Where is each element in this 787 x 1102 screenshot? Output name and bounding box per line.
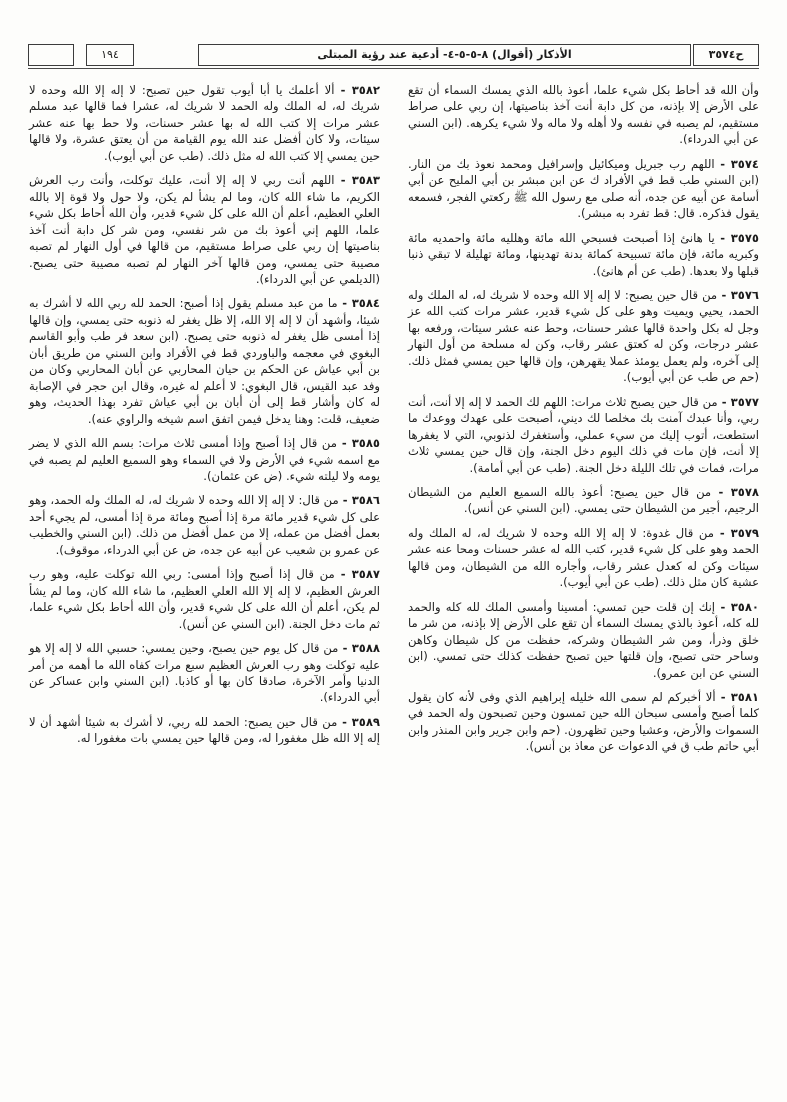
hadith-number: ٣٥٨٤ - (337, 296, 380, 311)
hadith-number: ٣٥٨٣ - (334, 173, 380, 188)
hadith-paragraph (408, 156, 759, 222)
header-chapter-title: الأذكار (أقوال) ٨-٥-٥-٤- أدعية عند رؤية المبتلى (198, 44, 691, 66)
hadith-number: ٣٥٨٨ - (338, 641, 381, 656)
hadith-text: من قال غدوة: لا إله إلا الله وحده لا شريك له، له الملك وله الحمد وهو على كل شيء قدير، كتب الله له عشر حسنات ومحا عنه عشر سيئات وكن له كعدل عشر رقاب، وأجاره الله من الشيطان، ومن قالها عشية كان مثل ذلك. (طب عن أبي أيوب). (408, 525, 759, 590)
hadith-text: من قال: لا إله إلا الله وحده لا شريك له، له الملك وله الحمد، وهو على كل شيء قدير مائة مرة إذا أصبح ومائة مرة إذا أمسى، لم يجيء أحد بعمل أفضل من عمله، إلا من عمل أفضل من ذلك. (ابن السني والخطيب عن عمرو بن شعيب عن أبيه عن جده، ض عن أبي الدرداء، موقوف). (29, 493, 380, 557)
column-left (29, 82, 380, 1082)
hadith-number: ٣٥٨٩ - (337, 714, 380, 729)
hadith-text: وأن الله قد أحاط بكل شيء علما، أعوذ بالله الذي يمسك السماء أن تقع على الأرض إلا بإذنه، من كل دابة أنت آخذ بناصيتها، إن ربي على صراط مستقيم، لم يصبه في نفسه ولا أهله ولا ماله ولا شيء يكرهه. (ابن السني عن أبي الدرداء). (408, 83, 759, 147)
header-hadith-ref: ح٣٥٧٤ (693, 44, 759, 66)
hadith-paragraph (408, 230, 759, 279)
hadith-paragraph (29, 295, 380, 427)
hadith-paragraph (29, 435, 380, 484)
header-gap-small (74, 44, 86, 66)
text-columns (28, 82, 759, 1082)
header-page-number: ١٩٤ (86, 44, 134, 66)
header-empty-cell (28, 44, 74, 66)
hadith-paragraph (29, 566, 380, 632)
hadith-paragraph (29, 492, 380, 558)
hadith-text: من قال إذا أصبح وإذا أمسى ثلاث مرات: بسم الله الذي لا يضر مع اسمه شيء في الأرض ولا في السماء وهو السميع العليم لم يصبه في يومه ولا ليلته شيء. (ض عن عثمان). (29, 436, 380, 483)
hadith-number: ٣٥٨٧ - (334, 567, 380, 582)
hadith-paragraph (408, 484, 759, 517)
hadith-text: من قال حين يصبح: أعوذ بالله السميع العليم من الشيطان الرجيم، أجير من الشيطان حتى يمسي. (ابن السني عن أنس). (408, 484, 759, 516)
hadith-number: ٣٥٧٩ - (713, 525, 759, 540)
hadith-number: ٣٥٨٥ - (336, 436, 381, 451)
hadith-paragraph (29, 714, 380, 747)
hadith-text: من قال حين يصبح ثلاث مرات: اللهم لك الحمد لا إله إلا أنت، أنت ربي، وأنا عبدك آمنت بك مخلصا لك ديني، أصبحت على عهدك ووعدك ما استطعت، أتوب إليك من سيء عملي، وأستغفرك لذنوبي، التي لا يغفرها إلا أنت، فإن مات في ذلك اليوم دخل الجنة، وإن قال حين يمسي ثلاث مرات، فمات في تلك الليلة دخل الجنة. (طب عن أبي أمامة). (408, 394, 759, 475)
hadith-number: ٣٥٨٠ - (715, 599, 759, 614)
hadith-paragraph (408, 599, 759, 681)
running-header (28, 44, 759, 66)
hadith-text: اللهم أنت ربي لا إله إلا أنت، عليك توكلت، وأنت رب العرش الكريم، ما شاء الله كان، وما لم يشأ لم يكن، ولا حول ولا قوة إلا بالله العلي العظيم، أعلم أن الله على كل شيء قدير، وأن الله أحاط بكل شيء علما، اللهم إني أعوذ بك من شر نفسي، ومن شر كل دابة أنت آخذ بناصيتها إن ربي على صراط مستقيم، من قالها في أول النهار لم تصبه مصيبة حتى يمسي، ومن قالها آخر النهار لم تصبه مصيبة حتى يصبح. (الديلمي عن أبي الدرداء). (29, 173, 380, 286)
hadith-paragraph (408, 287, 759, 386)
hadith-number: ٣٥٨٢ - (334, 83, 380, 97)
header-rule (28, 68, 759, 69)
hadith-paragraph (408, 394, 759, 476)
hadith-text: اللهم رب جبريل وميكائيل وإسرافيل ومحمد نعوذ بك من النار. (ابن السني طب قط في الأفراد ك عن ابن مبشر بن أبي المليح عن أبي أسامة عن أبيه عن جده، أنه صلى مع رسول الله ﷺ ركعتي الفجر، فسمعه يقول فذكره. قال: قط تفرد به مبشر). (408, 156, 759, 221)
hadith-text: من قال كل يوم حين يصبح، وحين يمسي: حسبي الله لا إله إلا هو عليه توكلت وهو رب العرش العظيم سبع مرات كفاه الله ما أهمه من أمر الدنيا وأمر الآخرة، صادقا كان بها أو كاذبا. (ابن السني وابن عساكر عن أبي الدرداء). (29, 641, 380, 705)
column-right (408, 82, 759, 1082)
hadith-text: يا هانئ إذا أصبحت فسبحي الله مائة وهلليه مائة واحمديه مائة وكبريه مائة، فإن مائة تسبيحة كمائة بدنة تهدينها، ومائة تهليلة لا تبقي ذنبا قبلها ولا بعدها. (طب عن أم هانئ). (408, 230, 759, 278)
hadith-number: ٣٥٨٦ - (338, 493, 380, 508)
hadith-paragraph (408, 525, 759, 591)
hadith-paragraph (408, 689, 759, 755)
hadith-paragraph (408, 82, 759, 148)
hadith-number: ٣٥٧٨ - (711, 484, 759, 499)
hadith-paragraph (29, 172, 380, 287)
hadith-text: إنك إن قلت حين تمسي: أمسينا وأمسى الملك لله كله والحمد لله كله، أعوذ بالذي يمسك السماء أن تقع على الأرض إلا بإذنه، من شر ما خلق وذرأ، ومن شر الشيطان وشركه، حفظت من كل شيطان وكاهن وساحر حتى تصبح، وإن قلتها حين تصبح حفظت كذلك حتى تمسي. (ابن السني عن ابن عمرو). (408, 599, 759, 680)
hadith-number: ٣٥٧٧ - (717, 394, 759, 409)
hadith-paragraph (29, 640, 380, 706)
header-gap (134, 44, 198, 66)
hadith-number: ٣٥٨١ - (715, 689, 759, 704)
hadith-text: ما من عبد مسلم يقول إذا أصبح: الحمد لله ربي الله لا أشرك به شيئا، وأشهد أن لا إله إلا الله، إلا ظل يغفر له ذنوبه حتى يمسي، وإن قالها إذا أمسى ظل يغفر له ذنوبه حتى يصبح. (ابن سعد فر طب وأبو القاسم البغوي في معجمه والباوردي قط في الأفراد وابن السني من طريق أبان بن أبي عياش عن الحكم بن حيان المحاربي عن أبان المحاربي وكان من وفد عبد القيس، قال البغوي: لا أعلم له غيره، وقال ابن حجر في الإصابة له كان وأشار قط إلى أن أبان بن أبي عياش تفرد بهذا الحديث، وهو ضعيف، قلت: وهنا يدخل فيمن اتفق اسم شيخه والراوي عنه). (29, 296, 380, 426)
hadith-paragraph (29, 82, 380, 164)
hadith-text: من قال إذا أصبح وإذا أمسى: ربي الله توكلت عليه، وهو رب العرش العظيم، لا إله إلا الله العلي العظيم، ما شاء الله كان، وما لم يشأ لم يكن، أعلم أن الله على كل شيء قدير، وأن الله أحاط بكل شيء علما، ثم مات دخل الجنة. (ابن السني عن أنس). (29, 567, 380, 631)
hadith-number: ٣٥٧٦ - (717, 287, 759, 302)
hadith-text: من قال حين يصبح: لا إله إلا الله وحده لا شريك له، له الملك وله الحمد، يحيي ويميت وهو على كل شيء قدير، عشر مرات كتب الله عز وجل له بكل واحدة قالها عشر حسنات، وحط عنه عشر سيئات، ورفعه بها عشر درجات، وكن له كعتق عشر رقاب، وكن له مسلحة من أول النهار إلى آخره، ولم يعمل يومئذ عملا يقهرهن، وإن قالها حين يمسي فمثل ذلك. (حم ص طب عن أبي أيوب). (408, 287, 759, 385)
hadith-text: من قال حين يصبح: الحمد لله ربي، لا أشرك به شيئا أشهد أن لا إله إلا الله ظل مغفورا له، ومن قالها حين يمسي بات مغفورا له. (29, 714, 380, 746)
hadith-number: ٣٥٧٤ - (714, 156, 759, 171)
hadith-text: ألا أعلمك يا أبا أيوب تقول حين تصبح: لا إله إلا الله وحده لا شريك له، له الملك وله الحمد لا شريك له، عشرا فما قالها عبد مسلم عشر مرات إلا كتب الله له بها عشر حسنات، ولا حط بها عنه عشر سيئات، ولا كان أفضل عند الله يوم القيامة من أن يعتق عشرة، ولا قالها حين يمسي إلا كتب الله له مثل ذلك. (طب عن أبي أيوب). (29, 83, 380, 163)
hadith-number: ٣٥٧٥ - (714, 230, 759, 245)
hadith-text: ألا أخبركم لم سمى الله خليله إبراهيم الذي وفى لأنه كان يقول كلما أصبح وأمسى سبحان الله حين تمسون وحين تصبحون وله الحمد في السموات والأرض، وعشيا وحين تظهرون. (حم وابن جرير وابن المنذر وابن أبي حاتم طب ق في الدعوات عن معاذ بن أنس). (408, 689, 759, 754)
